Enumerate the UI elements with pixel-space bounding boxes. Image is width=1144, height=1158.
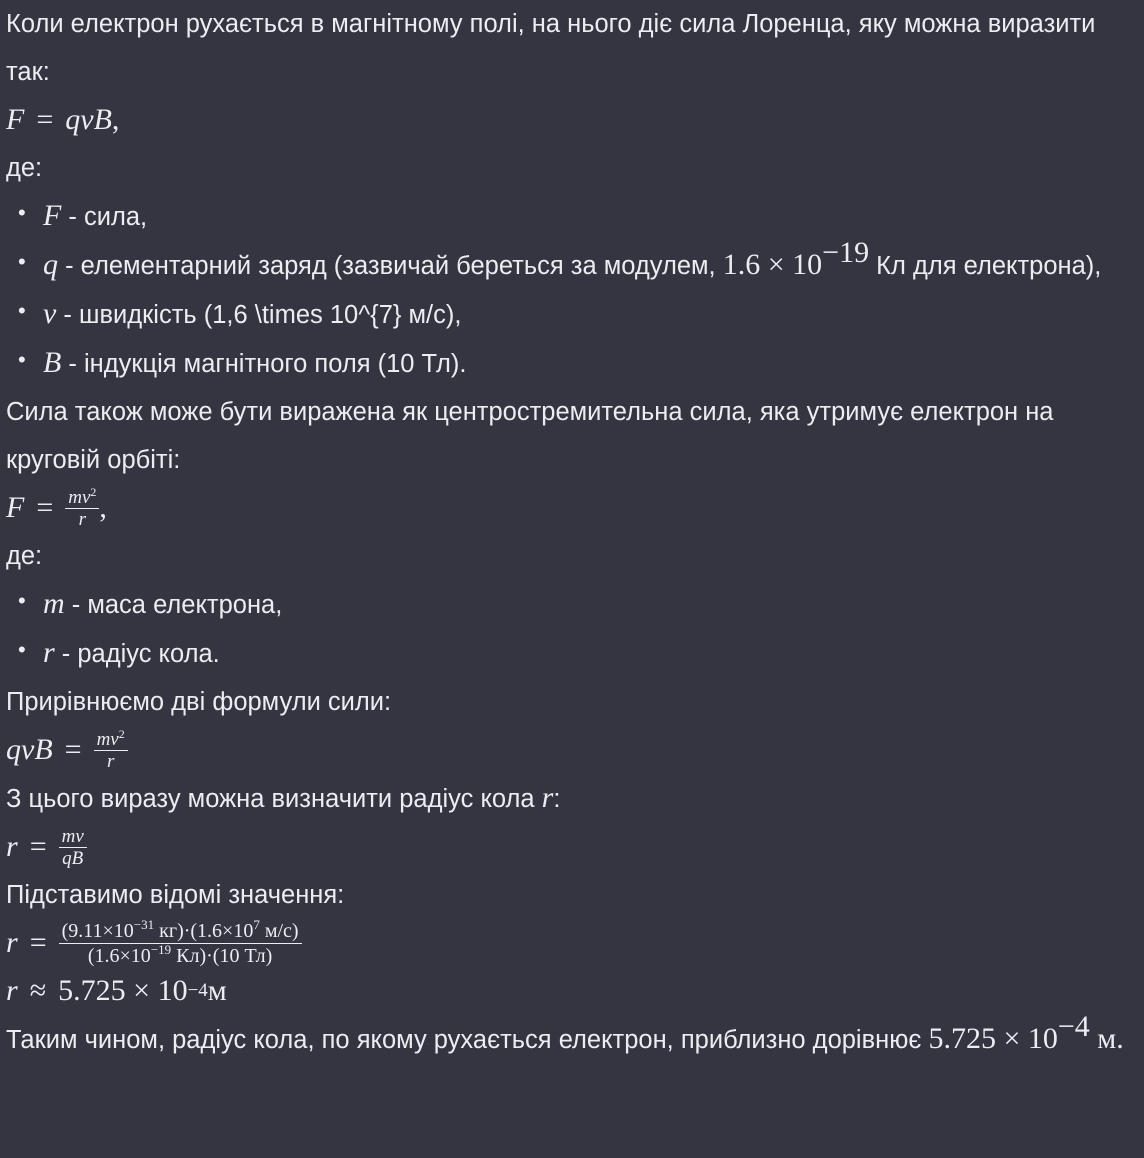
eq2-numerator-exponent: 2 xyxy=(90,484,97,499)
variable-list-2 xyxy=(6,580,1136,678)
eq6-approx: ≈ xyxy=(29,974,47,1007)
eq5-num-part-c: м/с) xyxy=(259,919,299,942)
eq3-denominator: r xyxy=(106,750,115,772)
list-item xyxy=(6,629,1136,678)
charge-value: 1.6 × 10 xyxy=(722,248,823,281)
eq5-den-part-b: Кл)·(10 Тл) xyxy=(171,944,273,967)
eq5-fraction xyxy=(59,916,302,968)
equation-centripetal-force xyxy=(6,484,1136,532)
conclusion-unit: м. xyxy=(1089,1022,1124,1055)
eq2-fraction xyxy=(65,484,99,530)
equation-radius xyxy=(6,823,1136,871)
where-label-2: де: xyxy=(6,542,43,570)
eq3-fraction xyxy=(94,726,128,772)
variable-symbol: q xyxy=(43,248,58,281)
radius-symbol: r xyxy=(541,781,554,814)
eq2-denominator: r xyxy=(78,508,87,530)
variable-list-1 xyxy=(6,192,1136,388)
eq4-numerator: mv xyxy=(59,826,87,848)
centripetal-paragraph: Сила також може бути виражена як центростремительна сила, яка утримує електрон на круговій орбіті: xyxy=(6,398,1054,474)
bullet-icon: • xyxy=(18,249,26,274)
eq4-equals: = xyxy=(29,830,47,863)
eq4-fraction xyxy=(59,826,87,869)
radius-paragraph-text: З цього виразу можна визначити радіус кола xyxy=(6,785,542,813)
equation-substituted xyxy=(6,916,1136,967)
bullet-icon: • xyxy=(18,588,26,613)
eq6-lhs: r xyxy=(6,974,18,1007)
eq2-numerator: mv xyxy=(68,486,91,508)
radius-paragraph xyxy=(6,774,1136,823)
list-item xyxy=(6,339,1136,388)
eq1-trail: , xyxy=(111,103,120,136)
eq4-denominator: qB xyxy=(62,847,84,869)
equation-lorentz-force xyxy=(6,96,1136,144)
bullet-icon: • xyxy=(18,200,26,225)
variable-description: - індукція магнітного поля (10 Тл). xyxy=(61,350,467,378)
substitute-paragraph: Підставимо відомі значення: xyxy=(6,881,345,909)
eq3-numerator-exponent: 2 xyxy=(118,726,125,741)
eq6-value: 5.725 × 10 xyxy=(58,974,188,1007)
conclusion-text: Таким чином, радіус кола, по якому рухається електрон, приблизно дорівнює xyxy=(6,1026,929,1054)
eq5-num-part-a: (9.11×10 xyxy=(61,919,134,942)
eq6-unit: м xyxy=(207,974,227,1007)
list-item xyxy=(6,290,1136,339)
conclusion-exponent: −4 xyxy=(1057,1010,1090,1043)
eq3-lhs: qvB xyxy=(6,733,53,766)
eq2-equals: = xyxy=(36,491,54,524)
eq5-num-exp-a: −31 xyxy=(133,916,155,932)
eq3-numerator: mv xyxy=(96,728,119,750)
eq5-equals: = xyxy=(29,926,47,959)
variable-description: - елементарний заряд (зазвичай береться за модулем, xyxy=(58,252,723,280)
list-item xyxy=(6,580,1136,629)
variable-symbol: r xyxy=(43,636,55,669)
eq5-den-exp-a: −19 xyxy=(150,941,172,957)
radius-paragraph-tail: : xyxy=(553,785,561,813)
equate-paragraph: Прирівнюємо дві формули сили: xyxy=(6,688,392,716)
eq2-lhs: F xyxy=(6,491,25,524)
equation-equate-forces xyxy=(6,726,1136,774)
eq2-trail: , xyxy=(99,491,107,524)
variable-description: - швидкість (1,6 \times 10^{7} м/с), xyxy=(56,301,462,329)
bullet-icon: • xyxy=(18,347,26,372)
conclusion-paragraph xyxy=(6,1010,1136,1064)
where-label-1: де: xyxy=(6,154,43,182)
variable-symbol: F xyxy=(43,199,62,232)
eq5-num-part-b: кг)·(1.6×10 xyxy=(154,919,254,942)
equation-result: r ≈ 5.725 × 10 −4 м xyxy=(6,967,1136,1015)
list-item xyxy=(6,192,1136,241)
eq5-lhs: r xyxy=(6,926,18,959)
eq1-rhs: qvB xyxy=(65,103,112,136)
list-item xyxy=(6,236,1136,290)
variable-description: - маса електрона, xyxy=(64,591,283,619)
eq3-equals: = xyxy=(64,733,82,766)
variable-description-tail: Кл для електрона), xyxy=(869,252,1102,280)
answer-content xyxy=(6,0,1136,1064)
conclusion-value: 5.725 × 10 xyxy=(928,1022,1058,1055)
charge-exponent: −19 xyxy=(822,236,870,269)
variable-symbol: v xyxy=(43,297,57,330)
eq1-equals: = xyxy=(36,103,54,136)
variable-symbol: B xyxy=(43,346,62,379)
eq5-num-exp-b: 7 xyxy=(253,916,260,932)
variable-description: - радіус кола. xyxy=(54,640,220,668)
bullet-icon: • xyxy=(18,637,26,662)
variable-description: - сила, xyxy=(61,203,148,231)
bullet-icon: • xyxy=(18,298,26,323)
variable-symbol: m xyxy=(43,587,65,620)
intro-paragraph: Коли електрон рухається в магнітному полі, на нього діє сила Лоренца, яку можна виразити так: xyxy=(6,10,1096,86)
eq1-lhs: F xyxy=(6,103,25,136)
eq4-lhs: r xyxy=(6,830,18,863)
eq5-den-part-a: (1.6×10 xyxy=(87,944,151,967)
